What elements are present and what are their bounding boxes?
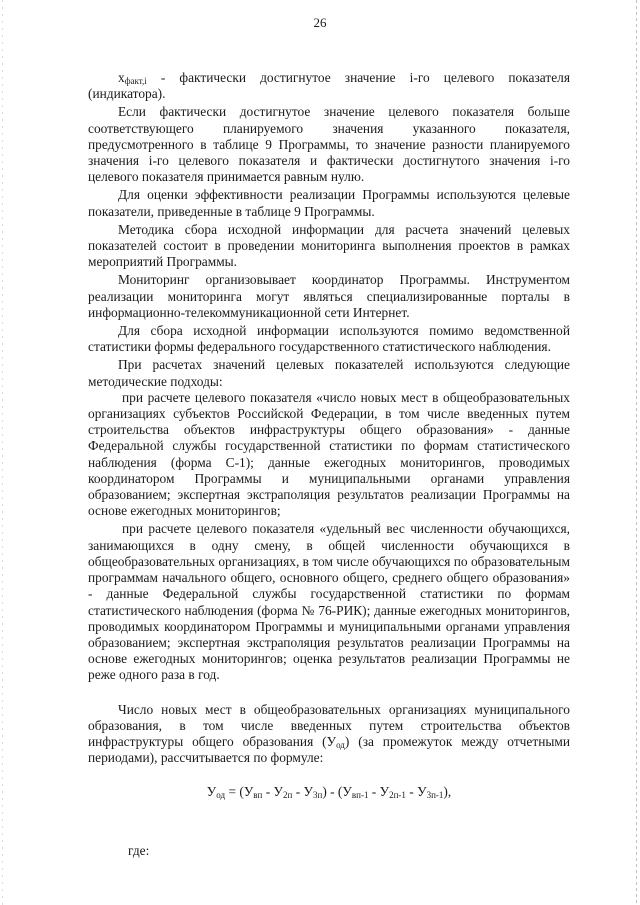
formula-term: - У	[405, 784, 427, 800]
where-label: где:	[128, 842, 150, 858]
formula-sub: вп	[253, 790, 263, 801]
paragraph-excess-rule: Если фактически достигнутое значение целевого показателя больше соответствующего планируемого значения указанного показателя, предусмотренного в таблице 9 Программы, то значение разности планируемого значения i-го целевого показателя и фактически достигнутого значения i-го целевого показателя принимается равным нулю.	[88, 104, 570, 185]
definition-text: - фактически достигнутое значение i-го целевого показателя (индикатора).	[88, 70, 570, 102]
paragraph-methodology: Методика сбора исходной информации для расчета значений целевых показателей состоит в проведении мониторинга выполнения проектов в рамках мероприятий Программы.	[88, 221, 570, 270]
formula-term: - У	[368, 784, 390, 800]
formula-term: = (У	[225, 784, 254, 800]
formula-sub: 2п-1	[389, 790, 406, 801]
formula-intro-subscript: од	[336, 739, 345, 750]
formula-sub: 3п-1	[426, 790, 444, 801]
formula-sub: вп-1	[351, 790, 369, 801]
definition-paragraph	[88, 70, 570, 102]
approach-item-new-places: при расчете целевого показателя «число новых мест в общеобразовательных организациях субъектов Российской Федерации, в том числе введенных путем строительства объектов инфраструктуры общего образования» - данные Федеральной службы государственной статистики по формам статистического наблюдения (форма С-1); данные ежегодных мониторингов, проводимых координатором Программы и муниципальными органами управления образованием; экспертная экстраполяция результатов реализации Программы на основе ежегодных мониторингов;	[88, 389, 570, 519]
formula-lhs-sub: од	[216, 790, 226, 801]
definition-symbol-subscript: факт,i	[124, 76, 147, 86]
page-number: 26	[313, 15, 327, 30]
scan-edge-left	[2, 0, 3, 905]
formula-intro-text-after: ) (за промежуток между отчетными периодами), рассчитывается по формуле:	[88, 733, 570, 766]
formula-term: - У	[292, 784, 313, 800]
formula-term: ) - (У	[322, 784, 352, 800]
formula-sub: 3п	[312, 790, 323, 801]
scan-edge-right	[636, 0, 637, 905]
paragraph-approaches-intro: При расчетах значений целевых показателей используются следующие методические подходы:	[88, 357, 570, 389]
formula-lhs: У	[206, 784, 217, 800]
formula	[88, 784, 570, 800]
formula-intro-text-before: Число новых мест в общеобразовательных организациях муниципального образования, в том числе введенных путем строительства объектов инфраструктуры общего образования (У	[88, 701, 570, 749]
document-body	[88, 70, 570, 859]
paragraph-data-sources: Для сбора исходной информации используются помимо ведомственной статистики формы федерального государственного статистического наблюдения.	[88, 323, 570, 355]
paragraph-formula-intro	[88, 702, 570, 767]
definition-symbol: x	[118, 70, 125, 85]
paragraph-monitoring: Мониторинг организовывает координатор Программы. Инструментом реализации мониторинга могут являться специализированные порталы в информационно-телекоммуникационной сети Интернет.	[88, 272, 570, 320]
approach-item-single-shift: при расчете целевого показателя «удельный вес численности обучающихся, занимающихся в одну смену, в общей численности обучающихся в общеобразовательных организациях, в том числе обучающихся по образовательным программам начального общего, основного общего, среднего общего образования» - данные Федеральной службы государственной статистики по формам статистического наблюдения (форма № 76-РИК); данные ежегодных мониторингов, проводимых координатором Программы и муниципальными органами управления образованием; экспертная экстраполяция результатов реализации Программы на основе ежегодных мониторингов; оценка результатов реализации Программы не реже одного раза в год.	[88, 521, 570, 683]
formula-term: - У	[262, 784, 284, 800]
paragraph-target-indicators: Для оценки эффективности реализации Программы используются целевые показатели, приведенные в таблице 9 Программы.	[88, 187, 570, 219]
formula-sub: 2п	[283, 790, 293, 801]
formula-term: ),	[443, 784, 452, 800]
